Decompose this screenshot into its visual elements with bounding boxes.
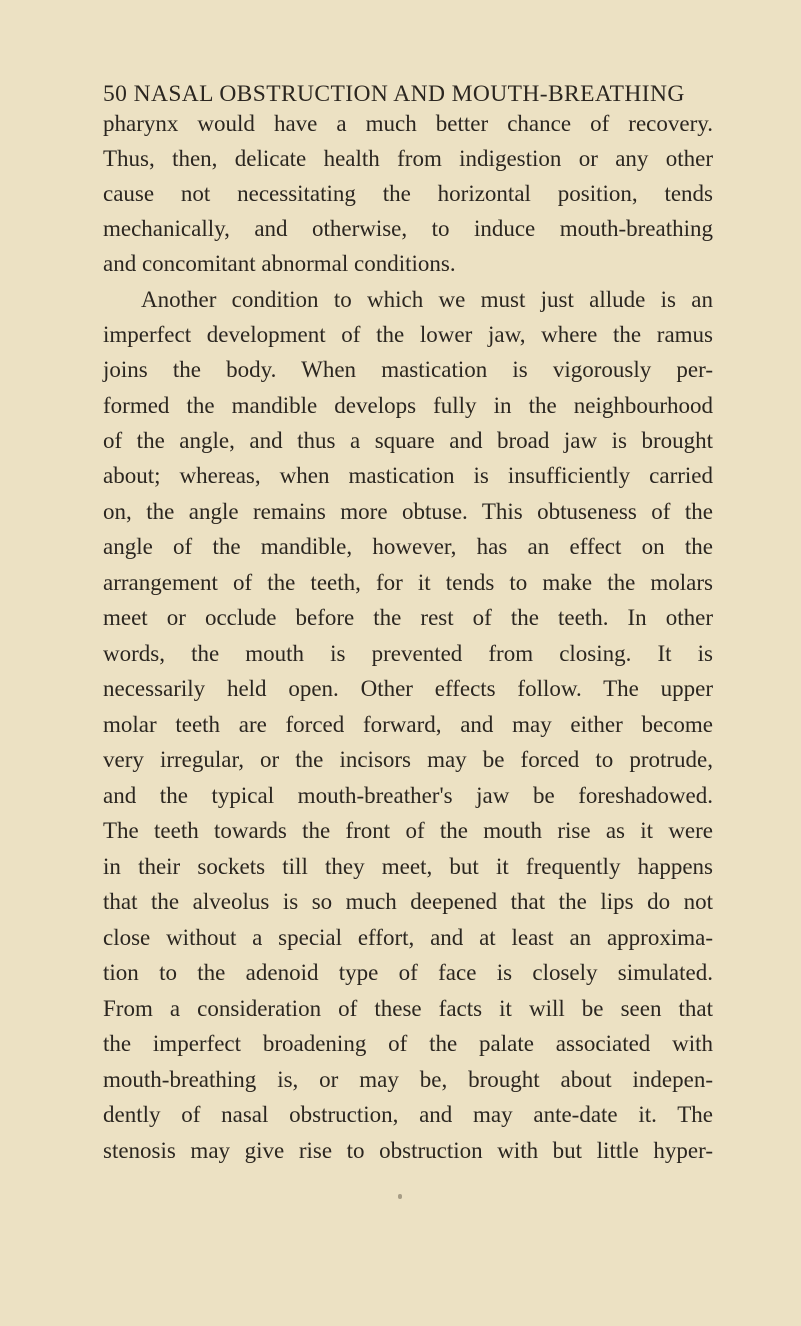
text-line: and concomitant abnormal conditions.: [103, 251, 456, 276]
text-line: close without a special effort, and at least an approxima-: [103, 925, 713, 950]
text-line: joins the body. When mastication is vigorously per-: [103, 357, 713, 382]
text-line: that the alveolus is so much deepened that the lips do not: [103, 889, 713, 914]
text-line: about; whereas, when mastication is insufficiently carried: [103, 463, 713, 488]
text-line: Another condition to which we must just allude is an: [141, 287, 713, 312]
text-line: and the typical mouth-breather's jaw be foreshadowed.: [103, 783, 713, 808]
text-line: angle of the mandible, however, has an effect on the: [103, 534, 713, 559]
text-line: From a consideration of these facts it will be seen that: [103, 996, 713, 1021]
text-line: The teeth towards the front of the mouth rise as it were: [103, 818, 713, 843]
text-line: pharynx would have a much better chance of recovery.: [103, 111, 713, 136]
text-line: in their sockets till they meet, but it frequently happens: [103, 854, 713, 879]
text-line: molar teeth are forced forward, and may either become: [103, 712, 713, 737]
text-line: very irregular, or the incisors may be forced to protrude,: [103, 747, 713, 772]
text-line: the imperfect broadening of the palate associated with: [103, 1031, 713, 1056]
text-line: formed the mandible develops fully in the neighbourhood: [103, 393, 713, 418]
text-line: mechanically, and otherwise, to induce mouth-breathing: [103, 216, 713, 241]
text-line: stenosis may give rise to obstruction with but little hyper-: [103, 1138, 713, 1163]
text-line: cause not necessitating the horizontal position, tends: [103, 181, 713, 206]
ink-speck: [398, 1194, 402, 1199]
text-line: tion to the adenoid type of face is closely simulated.: [103, 960, 713, 985]
text-line: mouth-breathing is, or may be, brought about indepen-: [103, 1067, 713, 1092]
text-line: of the angle, and thus a square and broad jaw is brought: [103, 428, 713, 453]
text-line: dently of nasal obstruction, and may ante-date it. The: [103, 1102, 713, 1127]
text-line: on, the angle remains more obtuse. This obtuseness of the: [103, 499, 713, 524]
text-line: Thus, then, delicate health from indigestion or any other: [103, 146, 713, 171]
running-head: 50 NASAL OBSTRUCTION AND MOUTH-BREATHING: [103, 81, 685, 107]
text-line: arrangement of the teeth, for it tends to make the molars: [103, 570, 713, 595]
text-line: necessarily held open. Other effects follow. The upper: [103, 676, 713, 701]
text-line: imperfect development of the lower jaw, where the ramus: [103, 322, 713, 347]
text-line: words, the mouth is prevented from closing. It is: [103, 641, 713, 666]
text-line: meet or occlude before the rest of the teeth. In other: [103, 605, 713, 630]
